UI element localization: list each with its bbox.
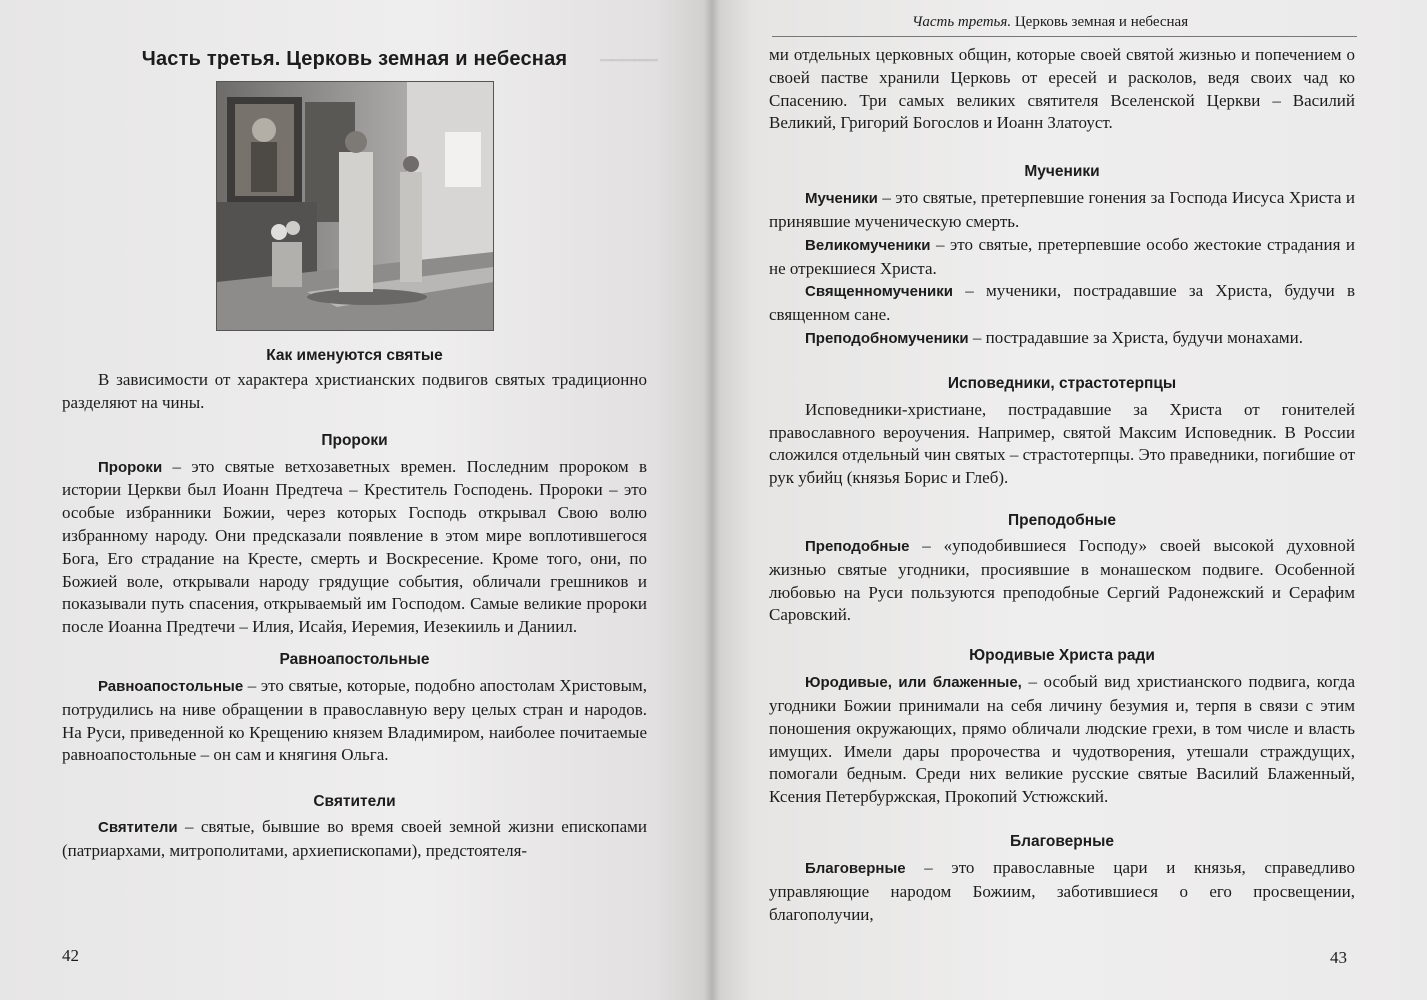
holy-fools-paragraph bbox=[769, 671, 1355, 809]
martyrs-paragraph-4 bbox=[769, 327, 1355, 351]
right-page bbox=[712, 0, 1427, 1000]
running-head-part: Часть третья. bbox=[912, 14, 1012, 30]
page-number-right: 43 bbox=[1330, 948, 1347, 967]
right-column bbox=[769, 44, 1355, 926]
venerables-paragraph bbox=[769, 535, 1355, 627]
running-head-title: Церковь земная и небесная bbox=[1011, 14, 1189, 30]
martyrs-paragraph-1 bbox=[769, 187, 1355, 234]
chapter-title: Часть третья. Церковь земная и небесная bbox=[141, 48, 568, 70]
prophets-paragraph bbox=[62, 456, 647, 639]
hierarchs-paragraph bbox=[62, 816, 647, 863]
term-prophets: Пророки bbox=[98, 458, 163, 476]
continuation-paragraph: ми отдельных церковных общин, которые своей святой жизнью и попечением о своей пастве хранили Церковь от ересей и расколов, ведя своих чад ко Спасению. Три самых великих святителя Вселенской Церкви – Василий Великий, Григорий Богослов и Иоанн Златоуст. bbox=[769, 45, 1355, 133]
heading-confessors: Исповедники, страстотерпцы bbox=[947, 374, 1177, 392]
faithful-paragraph bbox=[769, 857, 1355, 926]
martyrs-paragraph-2 bbox=[769, 234, 1355, 281]
heading-faithful: Благоверные bbox=[1010, 832, 1114, 850]
heading-venerables: Преподобные bbox=[1008, 511, 1116, 529]
intro-paragraph: В зависимости от характера христианских подвигов святых традиционно разделяют на чины. bbox=[62, 370, 647, 412]
equal-apostles-text: – это святые, которые, подобно апостолам Христовым, потрудились на ниве обращении в православную веру целых стран и народов. На Руси, приведенной ко Крещению князем Владимиром, наиболее почитаемые равноапостольные – он сам и княгиня Ольга. bbox=[62, 675, 647, 765]
martyrs-paragraph-3 bbox=[769, 280, 1355, 327]
term-venerable-martyrs: Преподобномученики bbox=[805, 329, 969, 347]
page-number-left: 42 bbox=[62, 946, 79, 965]
term-equal-apostles: Равноапостольные bbox=[98, 677, 244, 695]
heading-holy-fools: Юродивые Христа ради bbox=[969, 647, 1155, 665]
section-heading-names: Как именуются святые bbox=[266, 347, 443, 364]
hieromartyrs-text: – мученики, пострадавшие за Христа, будучи в священном сане. bbox=[769, 281, 1355, 325]
term-martyrs: Мученики bbox=[805, 190, 878, 208]
term-hierarchs: Святители bbox=[98, 819, 178, 837]
heading-hierarchs: Святители bbox=[313, 793, 396, 811]
martyrs-text: – это святые, претерпевшие гонения за Господа Иисуса Христа и принявшие мученическую смерть. bbox=[769, 188, 1355, 231]
term-venerables: Преподобные bbox=[805, 537, 910, 555]
left-page bbox=[0, 0, 712, 1000]
faithful-text: – это православные цари и князья, справедливо управляющие народом Божиим, заботившиеся о его просвещении, благополучии, bbox=[769, 857, 1355, 924]
term-hieromartyrs: Священномученики bbox=[805, 283, 953, 301]
prophets-text: – это святые ветхозаветных времен. Последним пророком в истории Церкви был Иоанн Предтеча – Креститель Господень. Пророки – это особые избранники Божии, через которых Господь открывал Свою волю избранному народу. Они предсказали появление в этом мире воплотившегося Бога, Его страдание на Кресте, смерть и Воскресение. Кроме того, они, по Божией воле, открывали народу грядущие события, обличали грешников и показывали путь спасения, открываемый им Господом. Самые великие пророки после Иоанна Предтечи – Илия, Исайя, Иеремия, Иезекииль и Даниил. bbox=[62, 456, 647, 637]
great-martyrs-text: – это святые, претерпевшие особо жестокие страдания и не отрекшиеся Христа. bbox=[769, 234, 1355, 278]
church-interior-photo bbox=[216, 81, 494, 331]
term-faithful: Благоверные bbox=[805, 859, 906, 877]
term-holy-fools: Юродивые, или блаженные, bbox=[805, 674, 1022, 692]
holy-fools-text: – особый вид христианского подвига, когда угодники Божии принимали на себя личину безумия и, терпя в связи с этим поношения окружающих, прямо обличали людские грехи, в том числе и власть имущих. Имели дары пророчества и чудотворения, утешали страждущих, помогали бедным. Среди них великие русские святые Василий Блаженный, Ксения Петербуржская, Прокопий Устюжский. bbox=[769, 672, 1355, 807]
venerable-martyrs-text: – пострадавшие за Христа, будучи монахами. bbox=[968, 327, 1303, 347]
term-great-martyrs: Великомученики bbox=[805, 236, 931, 254]
bleed-through-text: ▔▔▔▔▔ bbox=[600, 61, 658, 77]
hierarchs-text: – святые, бывшие во время своей земной жизни епископами (патриархами, митрополитами, архиепископами), предстоятеля- bbox=[62, 817, 647, 860]
venerables-text: – «уподобившиеся Господу» своей высокой духовной жизнью святые угодники, просиявшие в монашеском подвиге. Особенной любовью на Руси пользуются преподобные Сергий Радонежский и Серафим Саровский. bbox=[769, 535, 1355, 625]
heading-prophets: Пророки bbox=[321, 431, 388, 449]
book-gutter-shadow bbox=[704, 0, 720, 1000]
heading-martyrs: Мученики bbox=[1024, 163, 1100, 181]
equal-apostles-paragraph bbox=[62, 675, 647, 767]
running-head-rule bbox=[772, 36, 1357, 37]
running-head bbox=[912, 14, 1188, 31]
heading-equal-apostles: Равноапостольные bbox=[279, 650, 430, 668]
left-column bbox=[62, 48, 647, 863]
confessors-paragraph: Исповедники-христиане, пострадавшие за Христа от гонителей православного вероучения. Например, святой Максим Исповедник. В России сложился отдельный чин святых – страстотерпцы. Это праведники, погибшие от рук убийц (князья Борис и Глеб). bbox=[769, 399, 1355, 488]
